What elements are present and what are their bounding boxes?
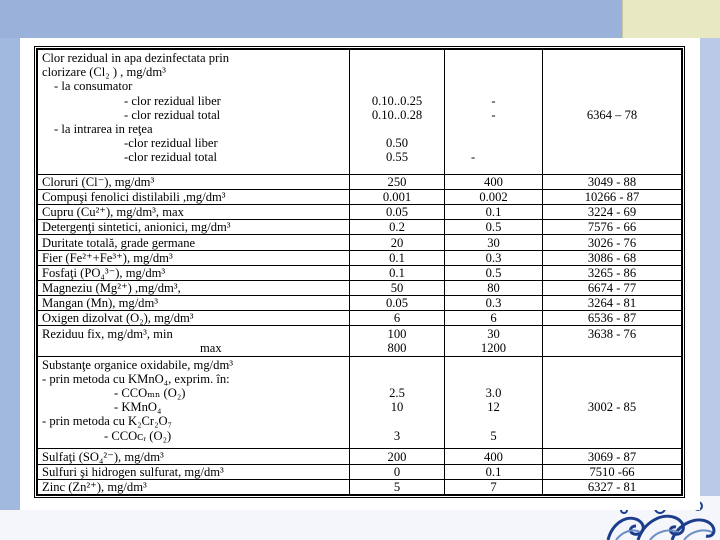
table-row-chlorine	[38, 50, 682, 175]
table-row: Oxigen dizolvat (O₂), mg/dm³ 6 6 6536 - 87	[38, 311, 682, 326]
table-row: Sulfaţi (SO₄²⁻), mg/dm³ 200 400 3069 - 87	[38, 449, 682, 464]
corner-box	[622, 0, 720, 38]
chlorine-standard-cell: 6364 – 78	[543, 50, 682, 175]
reziduu-admissible-cell: 100 800	[350, 326, 445, 357]
table-row: Compuşi fenolici distilabili ,mg/dm³ 0.001 0.002 10266 - 87	[38, 190, 682, 205]
table-row: Zinc (Zn²⁺), mg/dm³ 5 7 6327 - 81	[38, 479, 682, 494]
top-band	[0, 0, 622, 38]
reziduu-label-cell: Reziduu fix, mg/dm³, min max	[38, 326, 350, 357]
right-band	[700, 38, 720, 510]
table-row: Magneziu (Mg²⁺) ,mg/dm³, 50 80 6674 - 77	[38, 280, 682, 295]
organic-exceptional-cell: 3.0 12 5	[445, 356, 543, 449]
table-row: Fier (Fe²⁺+Fe³⁺), mg/dm³ 0.1 0.3 3086 - 68	[38, 250, 682, 265]
table-row: Cupru (Cu²⁺), mg/dm³, max 0.05 0.1 3224 - 69	[38, 205, 682, 220]
table-row: Cloruri (Cl⁻), mg/dm³ 250 400 3049 - 88	[38, 175, 682, 190]
chlorine-label-cell: Clor rezidual in apa dezinfectata prin clorizare (Cl₂ ) , mg/dm³ - la consumator - clor rezidual liber - clor rezidual total - la intrarea in reţea -clor rezidual liber -clor rezidual total	[38, 50, 350, 175]
table-row: Detergenţi sintetici, anionici, mg/dm³ 0.2 0.5 7576 - 66	[38, 220, 682, 235]
water-quality-table	[34, 46, 685, 498]
table-row: Fosfaţi (PO₄³⁻), mg/dm³ 0.1 0.5 3265 - 86	[38, 265, 682, 280]
chlorine-exceptional-cell: - - -	[445, 50, 543, 175]
table-row: Mangan (Mn), mg/dm³ 0.05 0.3 3264 - 81	[38, 295, 682, 310]
table-row-organic	[38, 356, 682, 449]
table-row-reziduu	[38, 326, 682, 357]
table-row: Sulfuri şi hidrogen sulfurat, mg/dm³ 0 0.1 7510 -66	[38, 464, 682, 479]
table-row: Duritate totală, grade germane 20 30 3026 - 76	[38, 235, 682, 250]
reziduu-standard-cell: 3638 - 76	[543, 326, 682, 357]
organic-standard-cell: 3002 - 85	[543, 356, 682, 449]
reziduu-exceptional-cell: 30 1200	[445, 326, 543, 357]
chlorine-admissible-cell: 0.10..0.25 0.10..0.28 0.50 0.55	[350, 50, 445, 175]
slide	[20, 38, 700, 510]
organic-admissible-cell: 2.5 10 3	[350, 356, 445, 449]
left-band	[0, 38, 20, 510]
organic-label-cell: Substanţe organice oxidabile, mg/dm³ - prin metoda cu KMnO₄, exprim. în: - CCOₘₙ (O₂) - KMnO₄ - prin metoda cu K₂Cr₂O₇ - CCOᴄᵣ (O₂)	[38, 356, 350, 449]
